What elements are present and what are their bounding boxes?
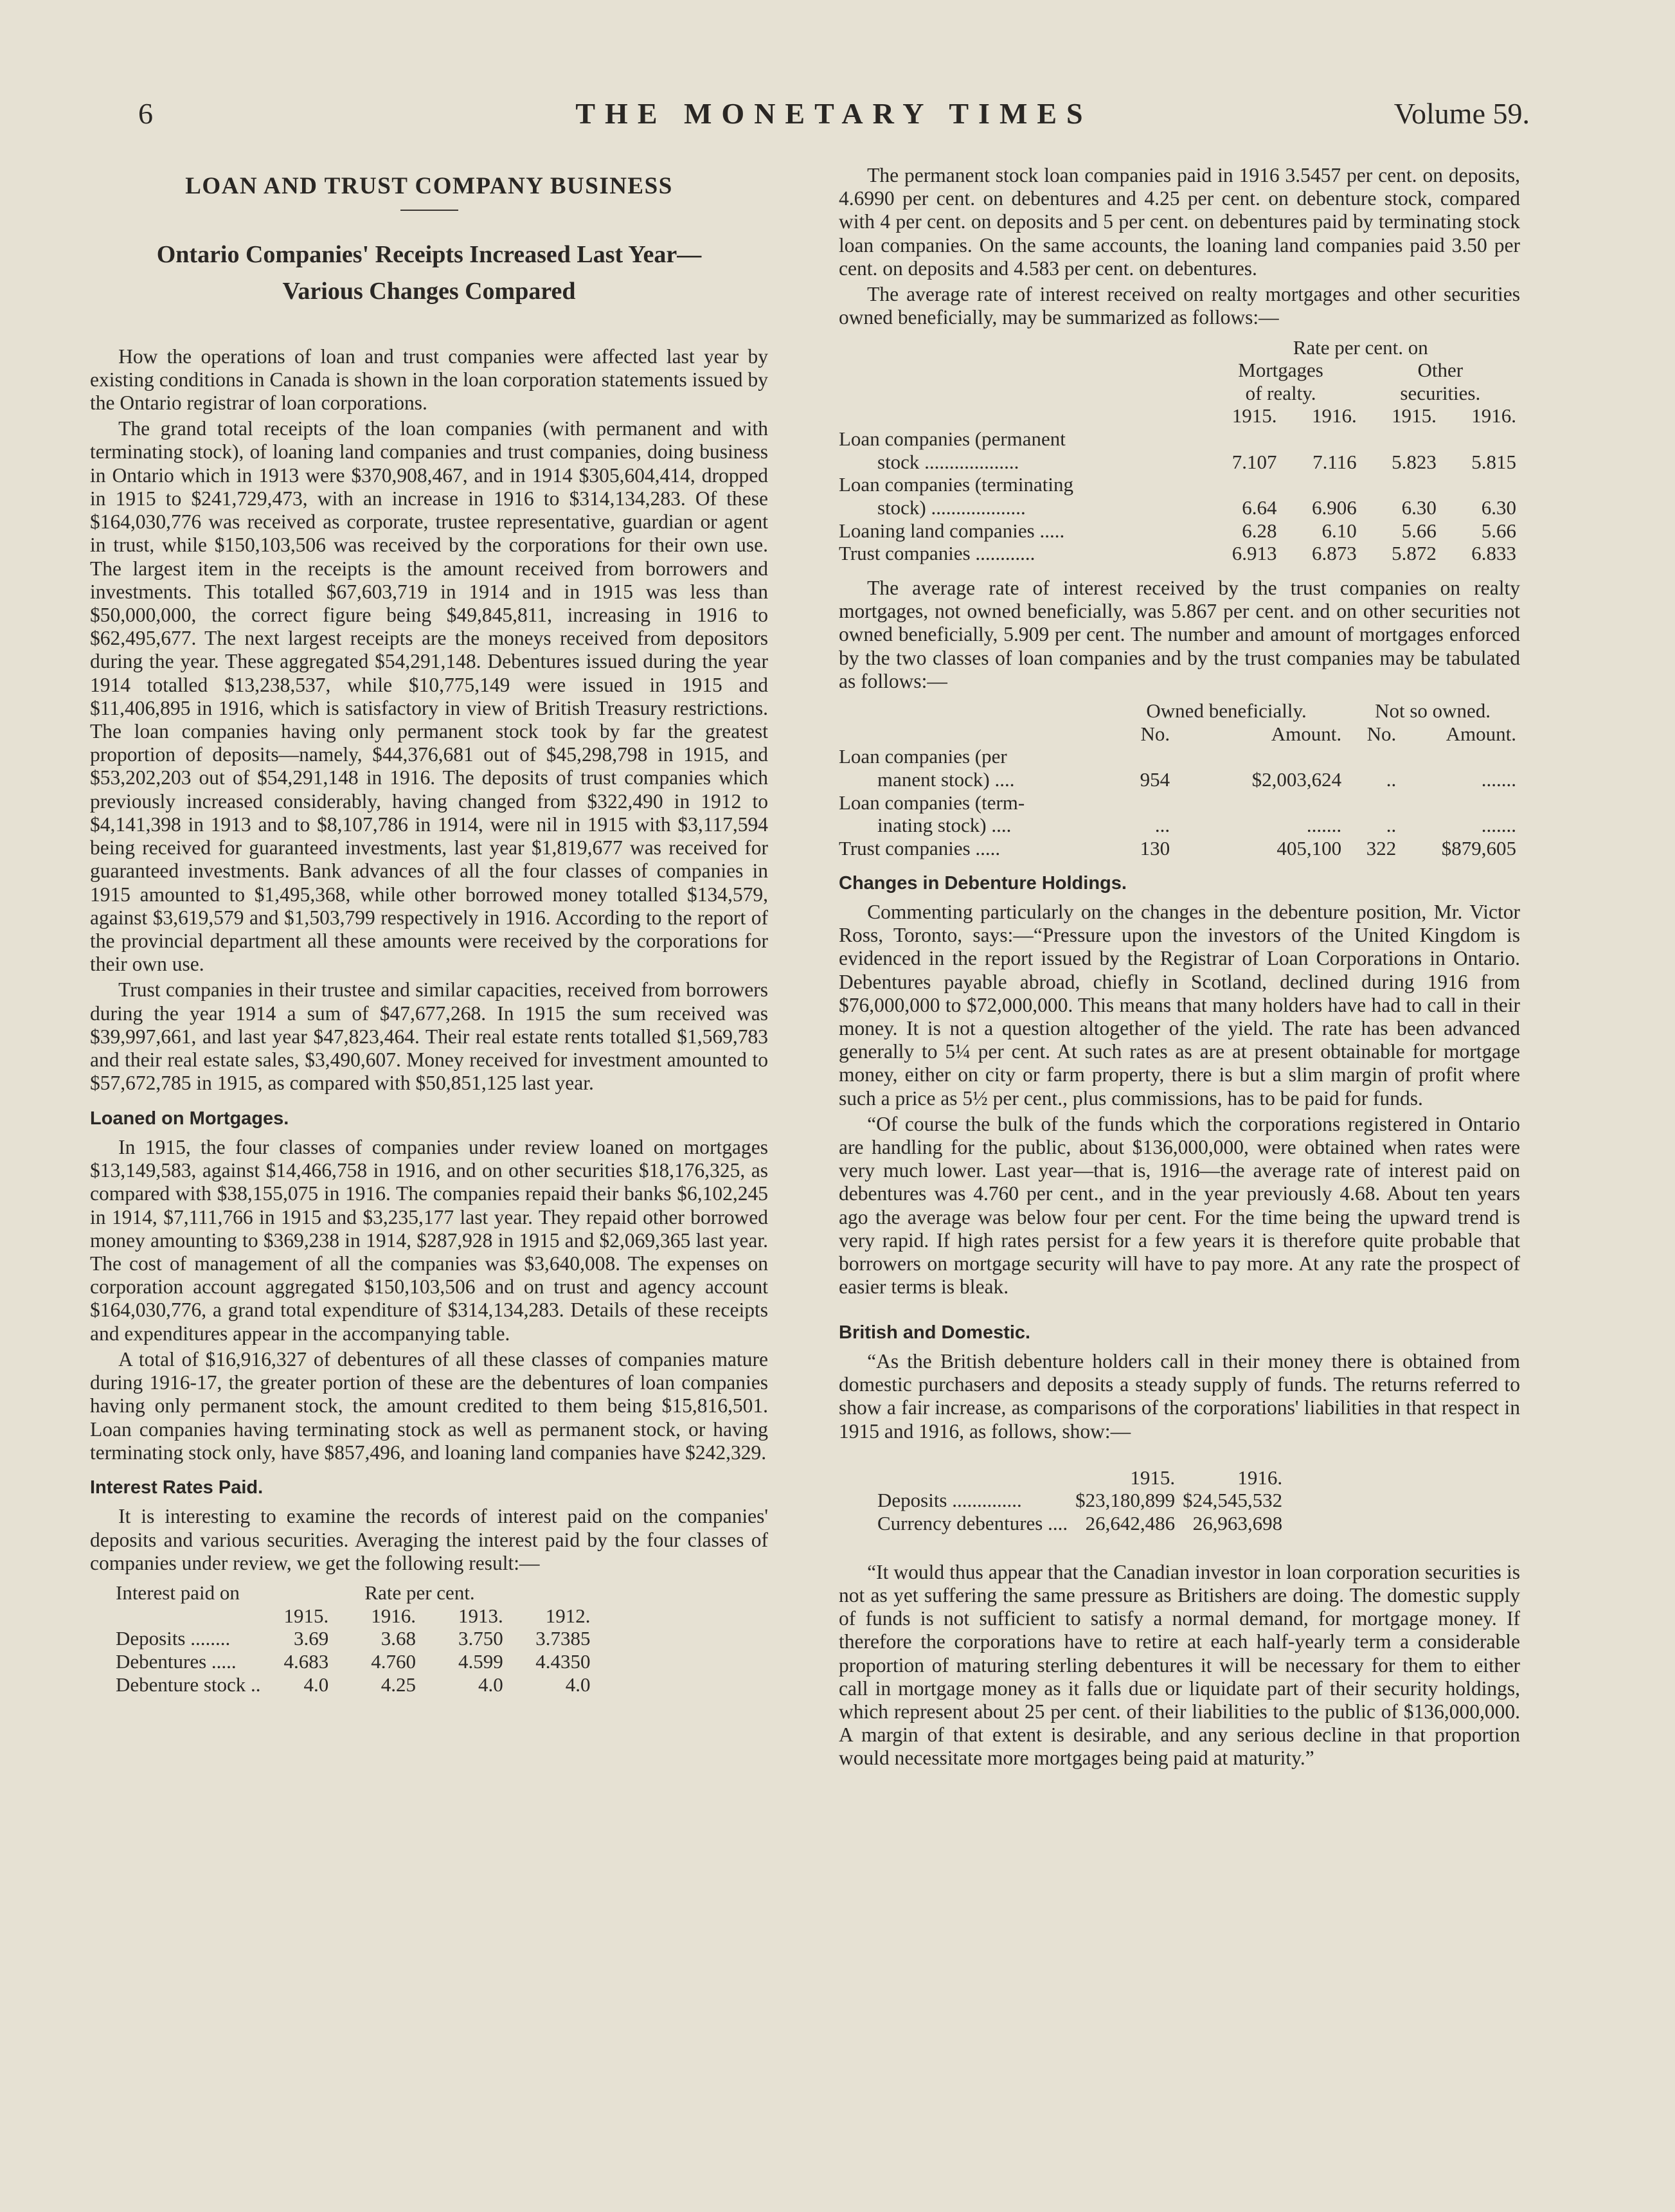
row-label-line: stock) ................... [877, 496, 1026, 519]
cell: 6.906 [1311, 496, 1357, 519]
cell: ....... [1481, 768, 1516, 791]
col-header: Amount. [1446, 722, 1516, 745]
paragraph: “As the British debenture holders call in their money there is obtained from domestic purchasers and deposits a steady supply of funds. The returns referred to show a fair increase, as comparisons of the corporations' liabilities in that respect in 1915 and 1916, as follows, show:— [839, 1349, 1520, 1443]
cell: 26,963,698 [1192, 1512, 1283, 1535]
table-head: Mortgages [1238, 359, 1323, 382]
table-head: Rate per cent. [364, 1581, 475, 1604]
paragraph: Trust companies in their trustee and similar capacities, received from borrowers during the year 1914 a sum of $47,677,268. In 1915 the sum received was $39,997,661, and last year $47,823,464. Their real estate rents totalled $1,569,783 and their real estate sales, $3,490,607. Money received for investment amounted to $57,672,785 in 1915, as compared with $50,851,125 last year. [90, 978, 768, 1095]
paragraph: “It would thus appear that the Canadian investor in loan corporation securities is not as yet suffering the same pressure as Britishers are doing. The domestic supply of funds is not sufficient to satisfy a normal demand, for mortgage money. If therefore the corporations have to retire at each half-yearly term a considerable proportion of maturing sterling debentures it will be necessary for them to either call in mortgage money as it falls due or liquidate part of their security holdings, which represent about 25 per cent. of their liabilities to the public of $136,000,000. A margin of that extent is desirable, and any serious decline in that proportion would necessitate more mortgages being paid at maturity.” [839, 1560, 1520, 1770]
liabilities-table [877, 1466, 1520, 1535]
paragraph: “Of course the bulk of the funds which the corporations registered in Ontario are handling for the public, about $136,000,000, were obtained when rates were very much lower. Last year—that is, 1916—the average rate of interest paid on debentures was 4.760 per cent., and in the year previously 4.68. About ten years ago the average was below four per cent. For the time being the upward trend is very rapid. If high rates persist for a few years it is therefore quite probable that borrowers on mortgage security will have to pay more. At any rate the prospect of easier terms is bleak. [839, 1112, 1520, 1299]
year-header: 1916. [1471, 404, 1516, 427]
cell: 954 [1140, 768, 1170, 791]
row-label [839, 427, 1201, 473]
cell: 4.0 [303, 1673, 329, 1696]
cell: 5.823 [1392, 450, 1437, 473]
right-column [839, 164, 1520, 1773]
col-header: No. [1366, 722, 1397, 745]
left-column [90, 164, 768, 1707]
col-header: No. [1140, 722, 1170, 745]
year-header: 1912. [545, 1604, 591, 1627]
cell: 4.25 [381, 1673, 417, 1696]
cell: $24,545,532 [1183, 1489, 1283, 1512]
paragraph: The permanent stock loan companies paid in 1916 3.5457 per cent. on deposits, 4.6990 per cent. on debentures and 4.25 per cent. on debenture stock, compared with 4 per cent. on deposits and 5 per cent. on debentures paid by terminating stock loan companies. On the same accounts, the loaning land companies paid 3.50 per cent. on deposits and 4.583 per cent. on debentures. [839, 164, 1520, 280]
section-heading-debenture: Changes in Debenture Holdings. [839, 872, 1127, 894]
paragraph: In 1915, the four classes of companies under review loaned on mortgages $13,149,583, against $14,466,758 in 1916, and on other securities $18,176,325, as compared with $38,155,075 in 1916. The companies repaid their banks $6,102,245 in 1914, $7,111,766 in 1915 and $3,235,177 last year. They repaid other borrowed money amounting to $369,238 in 1914, $287,928 in 1915 and $2,069,365 last year. The cost of management of all the companies was $3,640,008. The expenses on corporation account aggregated $150,103,506 and on trust and agency account $164,030,776, a grand total expenditure of $314,134,283. Details of these receipts and expenditures appear in the accompanying table. [90, 1135, 768, 1345]
section-heading-interest: Interest Rates Paid. [90, 1477, 264, 1498]
table-head: Owned beneficially. [1146, 699, 1307, 723]
row-label-line: Loan companies (terminating [839, 473, 1073, 496]
cell: 4.0 [565, 1673, 591, 1696]
mortgages-enforced-table [839, 699, 1520, 859]
table-row [116, 1627, 595, 1650]
cell: 4.599 [458, 1650, 503, 1673]
subtitle-line-2: Various Changes Compared [282, 277, 576, 305]
masthead: THE MONETARY TIMES [575, 97, 1093, 130]
paragraph: How the operations of loan and trust companies were affected last year by existing conditions in Canada is shown in the loan corporation statements issued by the Ontario registrar of loan corporations. [90, 345, 768, 414]
cell: 26,642,486 [1085, 1512, 1176, 1535]
title-rule [400, 210, 458, 211]
paragraph: The average rate of interest received on realty mortgages and other securities owned beneficially, may be summarized as follows:— [839, 283, 1520, 329]
paragraph: The average rate of interest received by the trust companies on realty mortgages, not owned beneficially, was 5.867 per cent. and on other securities not owned beneficially, 5.909 per cent. The number and amount of mortgages enforced by the two classes of loan companies and by the trust companies may be tabulated as follows:— [839, 576, 1520, 692]
paragraph: The grand total receipts of the loan companies (with permanent and with terminating stock), of loaning land companies and trust companies, doing business in Ontario which in 1913 were $370,908,467, and in 1914 $305,604,414, dropped in 1915 to $241,729,473, with an increase in 1916 to $314,134,283. Of these $164,030,776 was received as corporate, trustee representative, guardian or agent in trust, while $150,103,506 was received by the corporations for their own use. The largest item in the receipts is the amount received from borrowers and investments. This totalled $67,603,719 in 1914 and in 1915 was less than $50,000,000, the correct figure being $49,845,811, increasing in 1916 to $62,495,677. The next largest receipts are the moneys received from depositors during the year. These aggregated $54,291,148. Debentures issued during the year 1914 totalled $13,238,537, while $10,775,149 were issued in 1915 and $11,406,895 in 1916, which is satisfactory in view of British Treasury restrictions. The loan companies having only permanent stock took by far the greatest proportion of deposits—namely, $44,376,681 out of $45,298,798 in 1915, and $53,202,203 out of $54,291,148 in 1916. The deposits of trust companies which previously increased considerably, having changed from $322,490 in 1912 to $4,141,398 in 1913 and to $8,107,786 in 1914, were nil in 1915 with $3,117,594 being received for guaranteed investments, last year $1,819,677 was received for guaranteed investments. Bank advances of all the four classes of companies in 1915 amounted to $1,495,368, while other borrowed money totalled $134,579, against $3,619,579 and $1,503,799 respectively in 1916. According to the report of the provincial department all these amounts were received by the corporations for their own use. [90, 417, 768, 976]
table-row [877, 1512, 1286, 1535]
cell: 5.815 [1471, 450, 1516, 473]
page-header [138, 96, 1530, 141]
row-label: Debentures ..... [116, 1650, 237, 1673]
cell: 6.10 [1321, 519, 1357, 542]
table-head: Rate per cent. on [1293, 336, 1428, 359]
col-header: Amount. [1271, 722, 1342, 745]
row-label: Currency debentures .... [877, 1512, 1068, 1535]
year-header: 1915. [1392, 404, 1437, 427]
cell: 4.683 [283, 1650, 329, 1673]
cell: 4.4350 [535, 1650, 591, 1673]
year-header: 1915. [1232, 404, 1277, 427]
cell: .. [1386, 814, 1397, 837]
row-label: Deposits .............. [877, 1489, 1022, 1512]
row-label: Trust companies ..... [839, 836, 1001, 859]
row-label: Loaning land companies ..... [839, 519, 1065, 542]
page-number: 6 [138, 97, 153, 130]
row-label-line: Loan companies (permanent [839, 427, 1066, 451]
row-label [839, 745, 1107, 791]
row-label [839, 791, 1107, 837]
cell: 3.68 [381, 1627, 417, 1650]
cell: .. [1386, 768, 1397, 791]
cell: 5.66 [1401, 519, 1437, 542]
row-label-line: stock ................... [877, 450, 1019, 473]
table-row [839, 473, 1520, 519]
year-header: 1915. [1130, 1466, 1176, 1489]
cell: 3.69 [294, 1627, 329, 1650]
row-label-line: manent stock) .... [877, 768, 1015, 791]
year-header: 1916. [1311, 404, 1357, 427]
cell: 5.66 [1481, 519, 1516, 542]
cell: 5.872 [1392, 542, 1437, 565]
table-row [839, 542, 1520, 565]
cell: $2,003,624 [1251, 768, 1342, 791]
row-label: Debenture stock .. [116, 1673, 261, 1696]
table-row [839, 745, 1520, 791]
table-head: of realty. [1245, 381, 1316, 404]
row-label-line: Loan companies (term- [839, 791, 1025, 814]
row-label: Deposits ........ [116, 1627, 231, 1650]
paragraph: Commenting particularly on the changes in the debenture position, Mr. Victor Ross, Toronto, says:—“Pressure upon the investors of the United Kingdom is evidenced in the report issued by the Registrar of Loan Corporations in Ontario. Debentures payable abroad, chiefly in Scotland, declined during 1916 from $76,000,000 to $72,000,000. This means that many holders have had to call in their money. It is not a question altogether of the yield. The rate has been advanced generally to 5¼ per cent. At such rates as are at present obtainable for mortgage money, either on city or farm property, there is but a slim margin of profit where such a price as 5½ per cent., plus commissions, has to be paid for funds. [839, 900, 1520, 1110]
cell: 4.0 [478, 1673, 503, 1696]
paragraph: It is interesting to examine the records of interest paid on the companies' deposits and various securities. Averaging the interest paid by the four classes of companies under review, we get the following result:— [90, 1505, 768, 1574]
cell: 6.833 [1471, 542, 1516, 565]
realty-rates-table [839, 336, 1520, 565]
table-row [877, 1489, 1286, 1512]
cell: ... [1154, 814, 1170, 837]
interest-rates-table [116, 1581, 768, 1696]
section-heading-mortgages: Loaned on Mortgages. [90, 1108, 289, 1129]
table-row [839, 837, 1520, 860]
table-row [839, 427, 1520, 473]
cell: 405,100 [1276, 836, 1342, 859]
cell: 3.7385 [535, 1627, 591, 1650]
cell: 7.116 [1312, 450, 1357, 473]
row-label-line: inating stock) .... [877, 814, 1012, 837]
table-row [839, 519, 1520, 543]
cell: 7.107 [1232, 450, 1277, 473]
cell: 6.873 [1311, 542, 1357, 565]
article-title: LOAN AND TRUST COMPANY BUSINESS [185, 173, 673, 199]
cell: ....... [1306, 814, 1342, 837]
row-label [839, 473, 1201, 519]
volume-label: Volume 59. [1393, 97, 1530, 130]
cell: 130 [1140, 836, 1170, 859]
cell: 322 [1366, 836, 1397, 859]
cell: 6.28 [1242, 519, 1277, 542]
cell: 4.760 [371, 1650, 417, 1673]
table-row [839, 791, 1520, 837]
year-header: 1913. [458, 1604, 503, 1627]
cell: ....... [1481, 814, 1516, 837]
paragraph: A total of $16,916,327 of debentures of all these classes of companies mature during 1916-17, the greater portion of these are the debentures of loan companies having only permanent stock, the amount credited to them being $15,816,501. Loan companies having terminating stock as well as permanent stock, or having terminating stock only, have $857,496, and loaning land companies have $242,329. [90, 1347, 768, 1464]
year-header: 1916. [371, 1604, 417, 1627]
cell: 3.750 [458, 1627, 503, 1650]
table-row [116, 1650, 595, 1673]
row-label-line: Loan companies (per [839, 745, 1007, 768]
year-header: 1915. [283, 1604, 329, 1627]
cell: $23,180,899 [1075, 1489, 1176, 1512]
table-head: Interest paid on [116, 1581, 240, 1604]
cell: 6.30 [1481, 496, 1516, 519]
cell: 6.64 [1242, 496, 1277, 519]
row-label: Trust companies ............ [839, 542, 1035, 565]
table-head: Other [1417, 359, 1464, 382]
cell: $879,605 [1441, 836, 1516, 859]
article-subtitle [90, 237, 768, 310]
table-row [116, 1673, 595, 1696]
cell: 6.913 [1232, 542, 1277, 565]
section-heading-british: British and Domestic. [839, 1322, 1031, 1343]
cell: 6.30 [1401, 496, 1437, 519]
subtitle-line-1: Ontario Companies' Receipts Increased Last Year— [156, 240, 702, 268]
table-head: securities. [1400, 381, 1481, 404]
year-header: 1916. [1237, 1466, 1283, 1489]
table-head: Not so owned. [1375, 699, 1491, 723]
